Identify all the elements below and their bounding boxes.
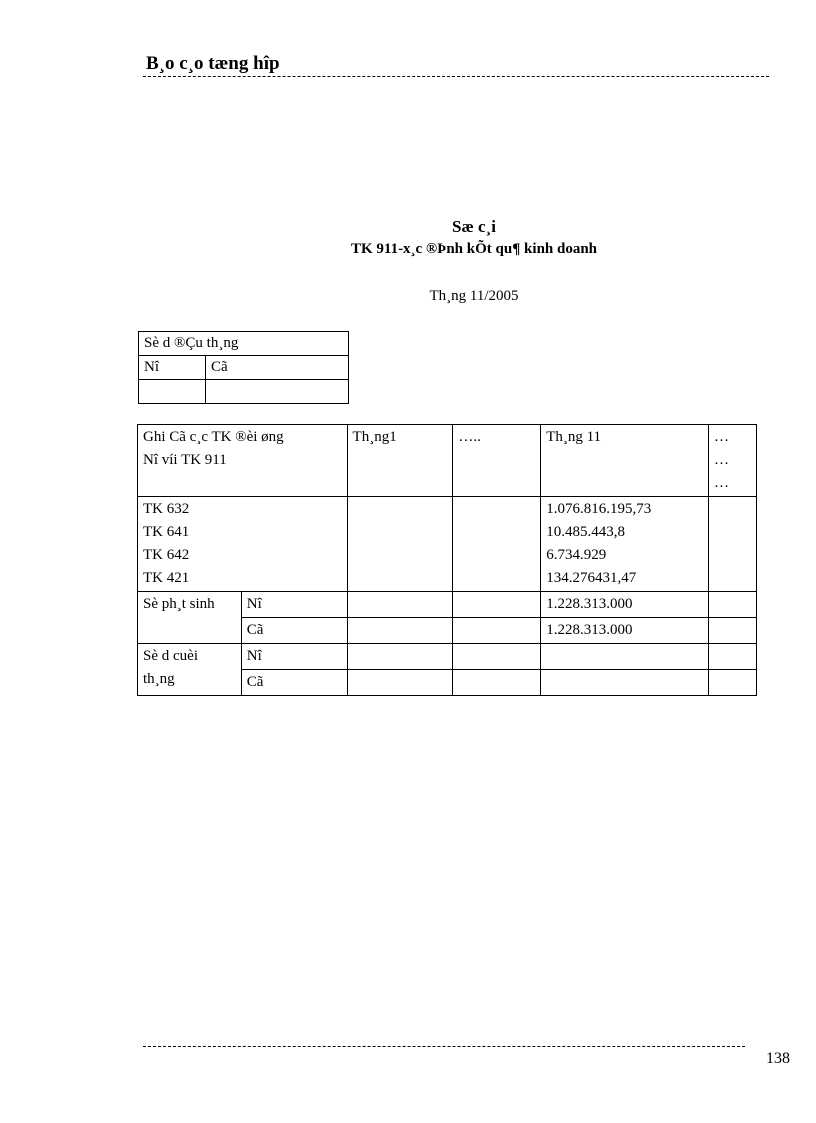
- closing-label-line2: th¸ng: [143, 671, 175, 687]
- account-amount: 10.485.443,8: [546, 524, 625, 540]
- trailing-ellipsis: …: [714, 475, 730, 491]
- page-number: 138: [766, 1050, 790, 1067]
- closing-label-cell: [138, 644, 242, 696]
- month1-header: Th¸ng1: [347, 425, 453, 497]
- account-header-line1: Ghi Cã c¸c TK ®èi øng: [143, 429, 284, 445]
- accounts-month1-cell: [347, 497, 453, 592]
- ellipsis-header: …..: [453, 425, 541, 497]
- month11-header: Th¸ng 11: [541, 425, 709, 497]
- ledger-header-row: [138, 425, 757, 497]
- turnover-debit-row: [138, 592, 757, 618]
- ledger-table: [137, 424, 757, 696]
- opening-credit-value: [206, 380, 349, 404]
- account-header-cell: [138, 425, 348, 497]
- document-subtitle: TK 911-x¸c ®Þnh kÕt qu¶ kinh doanh: [350, 241, 598, 257]
- trailing-header-cell: [709, 425, 757, 497]
- document-period: Th¸ng 11/2005: [429, 288, 519, 304]
- account-header-line2: Nî víi TK 911: [143, 452, 227, 468]
- account-amount: 1.076.816.195,73: [546, 501, 652, 517]
- accounts-row: [138, 497, 757, 592]
- turnover-label: Sè ph¸t sinh: [138, 592, 242, 644]
- footer-rule: [143, 1046, 745, 1047]
- turnover-debit-label: Nî: [241, 592, 347, 618]
- account-codes-cell: [138, 497, 348, 592]
- turnover-credit-label: Cã: [241, 618, 347, 644]
- accounts-trailing-cell: [709, 497, 757, 592]
- account-amount: 6.734.929: [546, 547, 607, 563]
- account-amount: 134.276431,47: [546, 570, 637, 586]
- header-title: B¸o c¸o tæng hîp: [146, 53, 280, 74]
- accounts-ellipsis-cell: [453, 497, 541, 592]
- accounts-month11-cell: [541, 497, 709, 592]
- turnover-debit-amount: 1.228.313.000: [541, 592, 709, 618]
- opening-credit-label: Cã: [206, 356, 349, 380]
- account-code: TK 642: [143, 547, 190, 563]
- account-code: TK 641: [143, 524, 190, 540]
- header-rule: [143, 76, 769, 77]
- opening-balance-table: [138, 331, 349, 404]
- closing-credit-label: Cã: [241, 670, 347, 696]
- closing-label-line1: Sè d cuèi: [143, 648, 198, 664]
- closing-debit-row: [138, 644, 757, 670]
- trailing-ellipsis: …: [714, 452, 730, 468]
- opening-debit-label: Nî: [139, 356, 206, 380]
- document-title: Sæ c¸i: [452, 217, 496, 236]
- opening-balance-label: Sè d ®Çu th¸ng: [139, 332, 349, 356]
- account-code: TK 632: [143, 501, 190, 517]
- account-code: TK 421: [143, 570, 190, 586]
- opening-debit-value: [139, 380, 206, 404]
- trailing-ellipsis: …: [714, 429, 730, 445]
- closing-debit-label: Nî: [241, 644, 347, 670]
- turnover-credit-amount: 1.228.313.000: [541, 618, 709, 644]
